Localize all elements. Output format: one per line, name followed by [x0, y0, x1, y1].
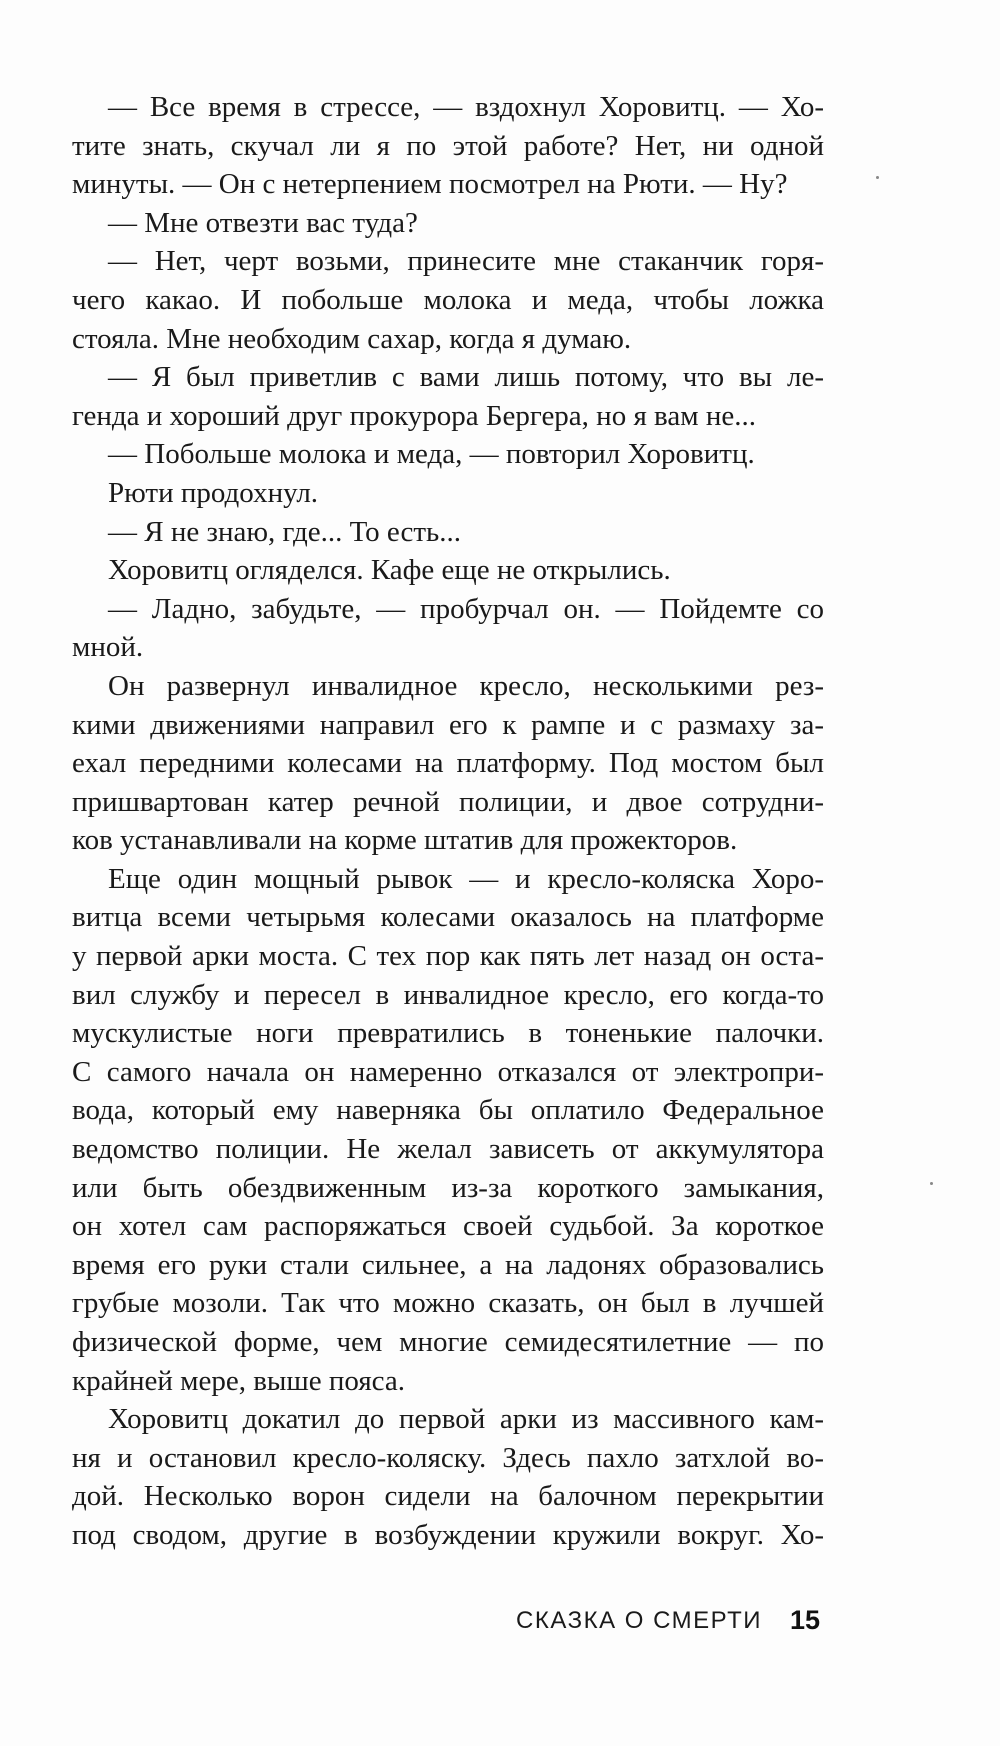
text-line: Хоровитц докатил до первой арки из массивного кам- — [108, 1403, 824, 1436]
print-speck — [930, 1182, 933, 1185]
print-speck — [876, 176, 879, 179]
text-line: пришвартован катер речной полиции, и двое сотрудни- — [72, 785, 824, 818]
text-line: ехал передними колесами на платформу. Под мостом был — [72, 747, 824, 780]
text-line: тите знать, скучал ли я по этой работе? Нет, ни одной — [72, 129, 824, 162]
page-footer — [0, 1607, 1000, 1647]
text-line: Рюти продохнул. — [108, 476, 319, 509]
text-line: мной. — [72, 631, 144, 664]
text-line: минуты. — Он с нетерпением посмотрел на Рюти. — Ну? — [72, 168, 788, 201]
text-line: — Нет, черт возьми, принесите мне стаканчик горя- — [108, 245, 824, 278]
text-line: чего какао. И побольше молока и меда, чтобы ложка — [72, 283, 824, 316]
text-line: дой. Несколько ворон сидели на балочном перекрытии — [72, 1480, 824, 1513]
text-line: ведомство полиции. Не желал зависеть от аккумулятора — [72, 1133, 824, 1166]
text-line: ков устанавливали на корме штатив для прожекторов. — [72, 824, 738, 857]
text-line: — Я был приветлив с вами лишь потому, что вы ле- — [108, 361, 824, 394]
text-line: грубые мозоли. Так что можно сказать, он был в лучшей — [72, 1287, 824, 1320]
text-line: или быть обездвиженным из-за короткого замыкания, — [72, 1171, 824, 1204]
text-line: Еще один мощный рывок — и кресло-коляска Хоро- — [108, 862, 824, 895]
text-line: у первой арки моста. С тех пор как пять лет назад он оста- — [72, 940, 824, 973]
text-line: ня и остановил кресло-коляску. Здесь пахло затхлой во- — [72, 1441, 824, 1474]
text-line: — Я не знаю, где... То есть... — [108, 515, 461, 548]
text-line: крайней мере, выше пояса. — [72, 1364, 406, 1397]
body-text — [72, 88, 824, 1555]
text-line: под сводом, другие в возбуждении кружили вокруг. Хо- — [72, 1518, 824, 1551]
text-line: — Побольше молока и меда, — повторил Хоровитц. — [108, 438, 755, 471]
page-number: 15 — [789, 1605, 820, 1635]
text-line: Хоровитц огляделся. Кафе еще не открылись. — [108, 554, 671, 587]
text-line: вода, который ему наверняка бы оплатило Федеральное — [72, 1094, 824, 1127]
text-line: — Мне отвезти вас туда? — [108, 206, 418, 239]
text-line: генда и хороший друг прокурора Бергера, но я вам не... — [72, 399, 756, 432]
text-line: — Ладно, забудьте, — пробурчал он. — Пойдемте со — [108, 592, 824, 625]
text-line: С самого начала он намеренно отказался от электропри- — [72, 1055, 824, 1088]
text-line: — Все время в стрессе, — вздохнул Хоровитц. — Хо- — [108, 91, 824, 123]
text-line: витца всеми четырьмя колесами оказалось на платформе — [72, 901, 824, 934]
text-line: стояла. Мне необходим сахар, когда я думаю. — [72, 322, 632, 355]
text-line: физической форме, чем многие семидесятилетние — по — [72, 1326, 824, 1358]
text-line: кими движениями направил его к рампе и с размаху за- — [72, 708, 824, 741]
running-title: СКАЗКА О СМЕРТИ — [516, 1607, 762, 1634]
text-line: время его руки стали сильнее, а на ладонях образовались — [72, 1248, 824, 1281]
text-line: он хотел сам распоряжаться своей судьбой. За короткое — [72, 1210, 824, 1243]
text-line: вил службу и пересел в инвалидное кресло, его когда-то — [72, 978, 824, 1011]
text-line: мускулистые ноги превратились в тоненькие палочки. — [72, 1017, 824, 1050]
text-line: Он развернул инвалидное кресло, несколькими рез- — [108, 669, 824, 702]
